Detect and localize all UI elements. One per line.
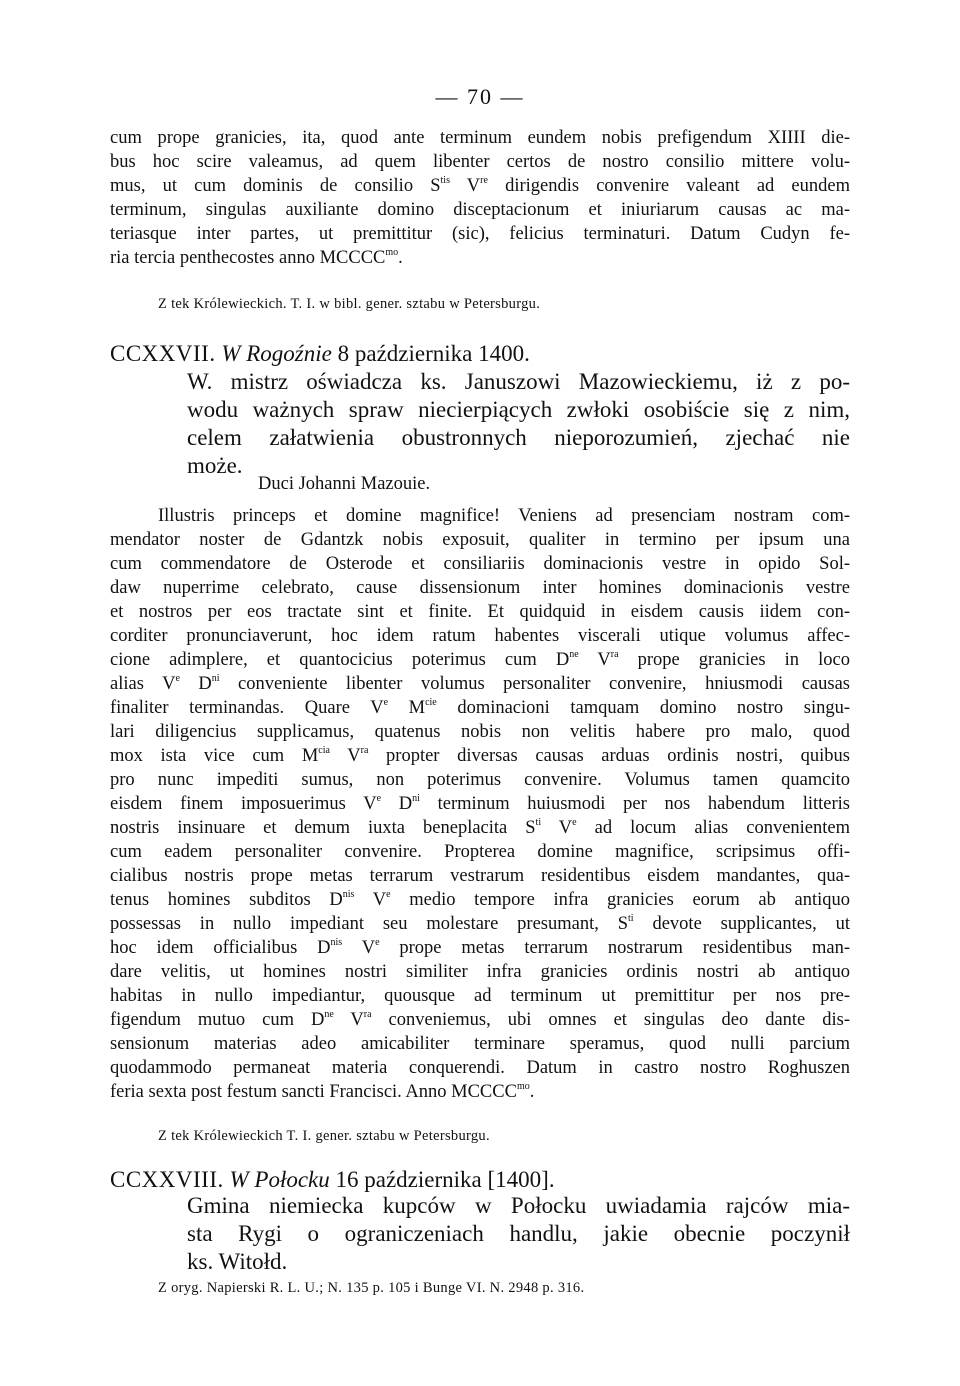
text-line: feria sexta post festum sancti Francisci. Anno $MCCCC^{mo}$. bbox=[110, 1081, 535, 1102]
text-line: lari diligencius supplicamus, quatenus nobis non velitis habere pro malo, quod bbox=[110, 722, 850, 742]
letter-body-227 bbox=[110, 504, 850, 1104]
text-line: ks. Witołd. bbox=[187, 1249, 288, 1274]
document-date: 8 października 1400. bbox=[337, 341, 530, 366]
text-line: finaliter terminandas. Quare Ve $M^{cie}$ dominacioni tamquam domino nostro singu- bbox=[110, 697, 851, 718]
paragraph-text bbox=[110, 126, 850, 270]
text-line: W. mistrz oświadcza ks. Januszowi Mazowieckiemu, iż z po- bbox=[187, 369, 850, 394]
text-line: mendator noster de Gdantzk nobis exposuit, qualiter in termino per ipsum una bbox=[110, 530, 850, 550]
text-line: cum prope granicies, ita, quod ante terminum eundem nobis prefigendum XIIII die- bbox=[110, 128, 850, 148]
document-heading-227 bbox=[110, 340, 850, 368]
text-line: teriasque inter partes, ut premittitur (sic), felicius terminaturi. Datum Cudyn fe- bbox=[110, 224, 850, 244]
source-note-1 bbox=[110, 296, 850, 313]
document-place: W Połocku bbox=[229, 1167, 330, 1192]
text-line: tenus homines subditos $D^{nis}$ Ve medio tempore infra granicies eorum ab antiquo bbox=[110, 889, 851, 910]
source-note-2 bbox=[110, 1128, 850, 1145]
text-line: terminum, singulas auxiliante domino disceptacionum et iniuriarum causas ac ma- bbox=[110, 200, 850, 220]
text-line: pro nunc impediti sumus, non poterimus convenire. Volumus tamen quamcito bbox=[110, 770, 850, 790]
text-line: eisdem finem imposuerimus Ve $D^{ni}$ terminum huiusmodi per nos habendum litteris bbox=[110, 793, 850, 814]
letter-text bbox=[110, 504, 850, 1104]
text-line: alias Ve $D^{ni}$ conveniente libenter volumus personaliter convenire, hniusmodi causas bbox=[110, 673, 850, 694]
text-line: daw nuperrime celebrato, cause dissensionum inter homines dominacionis vestre bbox=[110, 578, 850, 598]
document-number: CCXXVII. bbox=[110, 341, 216, 366]
document-date: 16 października [1400]. bbox=[335, 1167, 555, 1192]
text-line: et nostros per eos tractate sint et finite. Et quidquid in eisdem causis iidem con- bbox=[110, 602, 850, 622]
text-line: sta Rygi o ograniczeniach handlu, jakie obecnie poczynił bbox=[187, 1221, 850, 1246]
letter-address: Duci Johanni Mazouie. bbox=[258, 474, 431, 494]
text-line: celem załatwienia obustronnych nieporozumień, zjechać nie bbox=[187, 425, 850, 450]
document-heading-228 bbox=[110, 1166, 850, 1194]
text-line: cum commendatore de Osterode et consiliariis dominacionis vestre in opido Sol- bbox=[110, 554, 850, 574]
text-line: cione adimplere, et quantocicius poterimus cum $D^{ne}$ $V^{ra}$ prope granicies in loco bbox=[110, 649, 850, 670]
text-line: może. bbox=[187, 453, 243, 478]
text-line: figendum mutuo cum $D^{ne}$ $V^{ra}$ conveniemus, ubi omnes et singulas deo dante dis- bbox=[110, 1009, 850, 1030]
text-line: bus hoc scire valeamus, ad quem libenter certos de nostro consilio mittere volu- bbox=[110, 152, 850, 172]
text-line: possessas in nullo impediant seu molestare presumant, $S^{ti}$ devote supplicantes, ut bbox=[110, 913, 851, 934]
text-line: wodu ważnych spraw niecierpiących zwłoki osobiście się z nim, bbox=[187, 397, 850, 422]
text-line: sensionum materias adeo amicabiliter terminare speramus, quod nulli parcium bbox=[110, 1034, 850, 1054]
text-line: Gmina niemiecka kupców w Połocku uwiadamia rajców mia- bbox=[187, 1193, 850, 1218]
text-line: ria tercia penthecostes anno $MCCCC^{mo}$. bbox=[110, 247, 403, 268]
document-place: W Rogoźnie bbox=[221, 341, 332, 366]
source-note-3 bbox=[110, 1280, 850, 1297]
text-line: cum eadem personaliter convenire. Propterea domine magnifice, scripsimus offi- bbox=[110, 842, 850, 862]
regest-227 bbox=[187, 368, 850, 480]
regest-228 bbox=[187, 1192, 850, 1276]
text-line: hoc idem officialibus $D^{nis}$ Ve prope metas terrarum nostrarum residentibus man- bbox=[110, 937, 850, 958]
document-number: CCXXVIII. bbox=[110, 1167, 224, 1192]
text-line: quodammodo permaneat materia conquerendi. Datum in castro nostro Roghuszen bbox=[110, 1058, 850, 1078]
text-line: mus, ut cum dominis de consilio $S^{tis}$ Vre dirigendis convenire valeant ad eundem bbox=[110, 175, 850, 196]
text-line: nostris insinuare et demum iuxta beneplacita $S^{ti}$ Ve ad locum alias convenientem bbox=[110, 817, 851, 838]
text-line: Illustris princeps et domine magnifice! Veniens ad presenciam nostram com- bbox=[158, 506, 850, 526]
text-line: corditer pronunciaverunt, hoc idem ratum habentes viscerali utique volumus affec- bbox=[110, 626, 850, 646]
text-line: mox ista vice cum $M^{cia}$ $V^{ra}$ propter diversas causas arduas ordinis nostri, quibus bbox=[110, 745, 850, 766]
page-number: — 70 — bbox=[435, 84, 525, 109]
source-citation: Z tek Królewieckich T. I. gener. sztabu w Petersburgu. bbox=[158, 1128, 490, 1144]
text-line: habitas in nullo impediantur, quousque ad terminum ut premittitur per nos pre- bbox=[110, 986, 850, 1006]
source-citation: Z tek Królewieckich. T. I. w bibl. gener. sztabu w Petersburgu. bbox=[158, 296, 541, 312]
source-citation: Z oryg. Napierski R. L. U.; N. 135 p. 105 i Bunge VI. N. 2948 p. 316. bbox=[158, 1280, 585, 1296]
text-line: dare velitis, ut homines nostri similiter infra granicies ordinis nostri ab antiquo bbox=[110, 962, 850, 982]
continuation-paragraph bbox=[110, 126, 850, 270]
text-line: cialibus nostris prope metas terrarum vestrarum residentibus eisdem mandantes, qua- bbox=[110, 866, 850, 886]
